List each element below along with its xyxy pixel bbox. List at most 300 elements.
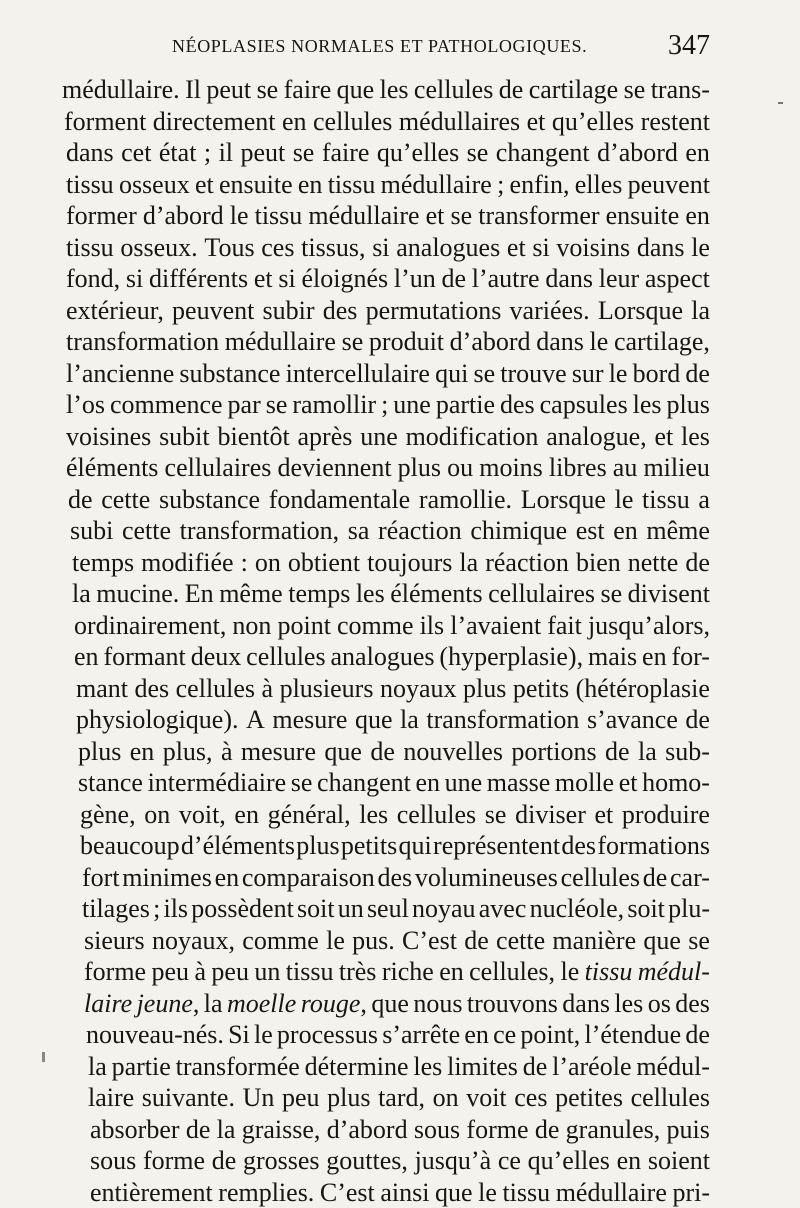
word: s’avance (587, 704, 678, 735)
word: éléments (66, 452, 158, 483)
word: et (426, 200, 445, 231)
word: des (134, 673, 169, 704)
word: cellulaires (165, 452, 272, 483)
word: plus, (163, 736, 213, 767)
word: représentent (433, 830, 560, 861)
word: nouvelles (403, 736, 503, 767)
word: d’abord (450, 326, 531, 357)
word: partie (112, 1051, 171, 1082)
word: voisins (556, 232, 630, 263)
page-number: 347 (668, 30, 710, 62)
word: gouttes, (326, 1145, 408, 1176)
text-line (72, 578, 710, 610)
word: les (359, 799, 388, 830)
word: et (527, 106, 546, 137)
word: elles (575, 169, 623, 200)
word: de (605, 736, 630, 767)
word: le (691, 232, 710, 263)
word: moelle (227, 988, 296, 1019)
text-line (72, 547, 710, 579)
word: osseux. (120, 232, 197, 263)
word: tissu (642, 484, 690, 515)
word: cellulaires (488, 578, 595, 609)
word: petits (513, 673, 569, 704)
word: d’abord (143, 200, 224, 231)
word: remplies. (218, 1177, 314, 1208)
word: analogues (331, 641, 435, 672)
word: de (212, 1145, 237, 1176)
word: sub- (665, 736, 710, 767)
word: cellules (313, 106, 392, 137)
word: voisines (66, 421, 151, 452)
word: Un (243, 1082, 275, 1113)
word: et (254, 263, 273, 294)
word: temps (288, 578, 350, 609)
word: l’os (66, 389, 105, 420)
word: diviser (515, 799, 586, 830)
word: il (219, 137, 233, 168)
word: ou (447, 452, 473, 483)
word: Tous (204, 232, 254, 263)
word: modification (406, 421, 539, 452)
word: pri- (672, 1177, 710, 1208)
word: chimique (470, 515, 567, 546)
word: ; (381, 389, 388, 420)
word: la (204, 988, 223, 1019)
word: de (685, 704, 710, 735)
word: la (88, 1051, 107, 1082)
word: bord (633, 358, 681, 389)
text-line (66, 200, 710, 232)
word: à (221, 736, 233, 767)
word: ; (153, 893, 160, 924)
text-line (84, 925, 710, 957)
word: se (467, 137, 489, 168)
text-line (84, 956, 710, 988)
word: tard, (378, 1082, 425, 1113)
word: ils (163, 893, 188, 924)
word: plus (296, 830, 339, 861)
word: par (228, 389, 261, 420)
word: nette (628, 547, 679, 578)
word: comparaison (242, 862, 375, 893)
running-head (60, 36, 710, 68)
word: la (638, 736, 657, 767)
word: subit (159, 421, 210, 452)
word: est (576, 515, 605, 546)
word: médullaire. (62, 74, 180, 105)
margin-mark (42, 1052, 45, 1062)
word: que (337, 74, 375, 105)
word: possèdent (191, 893, 294, 924)
word: Si (228, 1019, 250, 1050)
word: Il (185, 74, 201, 105)
word: analogues (396, 232, 500, 263)
word: à (262, 673, 274, 704)
word: la (217, 1114, 236, 1145)
word: A (246, 704, 265, 735)
word: si (532, 232, 549, 263)
word: et (654, 421, 673, 452)
word: seul (367, 893, 409, 924)
word: l’un (394, 263, 436, 294)
word: beaucoup (80, 830, 180, 861)
word: trans- (651, 74, 710, 105)
word: ordinairement, (74, 610, 226, 641)
word: dans (637, 232, 685, 263)
word: l’avaient (450, 610, 541, 641)
word: Lorsque (598, 295, 683, 326)
word: intercellulaire (286, 358, 430, 389)
text-line (78, 767, 710, 799)
word: ensuite (219, 169, 293, 200)
word: sous (414, 1114, 460, 1145)
word: en (282, 106, 307, 137)
word: tissu (286, 956, 334, 987)
word: en (415, 767, 440, 798)
word: ; (497, 169, 504, 200)
word: détermine (305, 1051, 409, 1082)
word: laire (88, 1082, 134, 1113)
word: sieurs (84, 925, 145, 956)
word: peu (211, 956, 249, 987)
word: se (600, 578, 622, 609)
word: de (68, 484, 93, 515)
text-line (66, 295, 710, 327)
word: médul- (638, 956, 710, 987)
word: soit (627, 893, 665, 924)
word: qu’elles (377, 137, 459, 168)
word: petites (555, 1082, 623, 1113)
text-line (66, 169, 710, 201)
word: le (326, 925, 345, 956)
text-line (84, 988, 710, 1020)
word: tissu (328, 169, 376, 200)
word: en (464, 1019, 489, 1050)
word: riche (382, 956, 434, 987)
word: point, (520, 1019, 580, 1050)
word: se (342, 326, 364, 357)
word: en (617, 1145, 642, 1176)
word: graisse, (242, 1114, 321, 1145)
word: fort (82, 862, 120, 893)
word: C’est (402, 925, 457, 956)
word: les (681, 421, 710, 452)
word: que (371, 988, 409, 1019)
word: de (370, 736, 395, 767)
word: en (74, 641, 99, 672)
word: d’éléments (181, 830, 295, 861)
word: de (499, 74, 524, 105)
word: leur (599, 263, 639, 294)
word: de (685, 1019, 710, 1050)
word: (hyperplasie), (439, 641, 583, 672)
word: en (298, 169, 323, 200)
running-title: NÉOPLASIES NORMALES ET PATHOLOGIQUES. (172, 36, 587, 57)
word: cellules (414, 74, 493, 105)
text-line (76, 704, 710, 736)
word: cette (122, 515, 171, 546)
word: se (473, 358, 495, 389)
word: qui (399, 830, 432, 861)
word: la (400, 704, 419, 735)
word: Lorsque (521, 484, 606, 515)
word: deux (191, 641, 242, 672)
word: permutations (366, 295, 502, 326)
margin-mark (778, 102, 783, 104)
word: mesure (241, 736, 316, 767)
word: cellules, (469, 956, 555, 987)
word: de (685, 547, 710, 578)
word: des (675, 988, 710, 1019)
word: peuvent (172, 295, 254, 326)
word: fond, (66, 263, 120, 294)
word: un (338, 893, 364, 924)
word: se (450, 200, 472, 231)
word: plus (667, 389, 710, 420)
word: transformée (176, 1051, 300, 1082)
word: se (624, 74, 646, 105)
word: se (485, 799, 507, 830)
word: capsules (540, 389, 628, 420)
word: aspect (645, 263, 710, 294)
word: voit, (179, 799, 226, 830)
word: laire (84, 988, 132, 1019)
word: en (130, 736, 155, 767)
body-text (60, 74, 710, 1208)
word: comme (242, 925, 319, 956)
word: des (377, 862, 412, 893)
word: intermédiaire (148, 767, 287, 798)
word: se (688, 925, 710, 956)
word: les (633, 389, 662, 420)
word: tissus, (301, 232, 365, 263)
word: petits (341, 830, 397, 861)
word: noyaux (380, 673, 457, 704)
word: peu (282, 1082, 320, 1113)
word: le (230, 200, 249, 231)
word: tissu (255, 200, 303, 231)
word: le (615, 484, 634, 515)
word: l’aréole (552, 1051, 631, 1082)
word: nucléole, (530, 893, 625, 924)
word: dans (536, 326, 584, 357)
word: de (643, 862, 668, 893)
word: modifiée (141, 547, 233, 578)
word: changent (317, 767, 411, 798)
text-line (86, 1019, 710, 1051)
text-line (66, 389, 710, 421)
word: physiologique). (76, 704, 239, 735)
text-line (70, 515, 710, 547)
word: qui (435, 358, 468, 389)
word: la (459, 547, 478, 578)
word: cellules (246, 641, 325, 672)
word: toujours (367, 547, 452, 578)
word: plusieurs (280, 673, 374, 704)
word: même (219, 578, 283, 609)
word: changent (496, 137, 590, 168)
word: faire (284, 74, 332, 105)
word: bien (576, 547, 621, 578)
word: on (255, 547, 281, 578)
word: libres (549, 452, 607, 483)
word: moins (479, 452, 543, 483)
word: gène, (80, 799, 136, 830)
word: le (254, 1019, 273, 1050)
word: granules, (566, 1114, 661, 1145)
word: des (500, 389, 535, 420)
word: forment (64, 106, 146, 137)
word: ramollie. (419, 484, 512, 515)
text-line (90, 1114, 710, 1146)
word: une (360, 421, 398, 452)
word: plus (398, 452, 441, 483)
word: en (439, 956, 464, 987)
text-line (64, 106, 710, 138)
word: cette (101, 484, 150, 515)
word: cartilage, (614, 326, 710, 357)
word: ce (493, 1019, 516, 1050)
word: forme (143, 1145, 205, 1176)
word: à (194, 956, 206, 987)
word: le (590, 326, 609, 357)
word: soient (648, 1145, 710, 1176)
word: limites (447, 1051, 518, 1082)
text-line (66, 452, 710, 484)
word: ils (420, 610, 445, 641)
word: médul- (636, 1051, 710, 1082)
word: se (257, 74, 279, 105)
word: portions (511, 736, 596, 767)
word: la (72, 578, 91, 609)
word: trouve (500, 358, 566, 389)
word: produire (622, 799, 710, 830)
word: processus (277, 1019, 378, 1050)
word: que (355, 704, 393, 735)
word: se (291, 767, 313, 798)
word: et (619, 767, 638, 798)
word: de (535, 1114, 560, 1145)
word: d’abord (597, 137, 678, 168)
text-line (82, 862, 710, 894)
word: absorber (90, 1114, 180, 1145)
word: for- (672, 641, 710, 672)
word: cellules (561, 862, 640, 893)
word: on (144, 799, 170, 830)
word: de (186, 1114, 211, 1145)
word: manière (552, 925, 636, 956)
word: volumineuses (415, 862, 558, 893)
word: médullaire (381, 169, 492, 200)
word: jeune, (137, 988, 200, 1019)
word: l’étendue (584, 1019, 681, 1050)
word: la (691, 295, 710, 326)
word: milieu (643, 452, 709, 483)
word: en (642, 641, 667, 672)
word: non (232, 610, 271, 641)
text-line (74, 641, 710, 673)
word: cette (496, 925, 545, 956)
word: après (298, 421, 353, 452)
word: soit (297, 893, 335, 924)
word: stance (78, 767, 143, 798)
word: peu (152, 956, 190, 987)
word: même (646, 515, 710, 546)
word: entièrement (90, 1177, 213, 1208)
word: a (698, 484, 710, 515)
word: fait (547, 610, 582, 641)
word: de (523, 1051, 548, 1082)
word: au (613, 452, 638, 483)
text-line (88, 1082, 710, 1114)
word: extérieur, (66, 295, 164, 326)
word: différents (149, 263, 248, 294)
word: état (159, 137, 197, 168)
word: réaction (378, 515, 462, 546)
word: des (561, 830, 596, 861)
word: jusqu’à (415, 1145, 492, 1176)
word: sa (348, 515, 370, 546)
word: substance (159, 484, 260, 515)
word: noyau (412, 893, 476, 924)
word: de (464, 925, 489, 956)
word: tissu (66, 232, 114, 263)
word: l’ancienne (66, 358, 174, 389)
word: masse (487, 767, 551, 798)
word: les (614, 988, 643, 1019)
text-line (80, 830, 710, 862)
word: dans (66, 137, 114, 168)
word: général, (268, 799, 351, 830)
word: mais (588, 641, 637, 672)
word: analogue, (546, 421, 646, 452)
word: fondamentale (269, 484, 411, 515)
word: on (433, 1082, 459, 1113)
word: directement (153, 106, 276, 137)
word: et (195, 169, 214, 200)
word: produit (369, 326, 444, 357)
word: cellules (176, 673, 255, 704)
word: médullaire (556, 1177, 667, 1208)
word: plus (78, 736, 121, 767)
word: médullaires (399, 106, 520, 137)
word: mant (76, 673, 128, 704)
word: car- (670, 862, 710, 893)
word: que (643, 925, 681, 956)
word: enfin, (510, 169, 570, 200)
word: former (66, 200, 137, 231)
word: de (685, 358, 710, 389)
word: réaction (485, 547, 569, 578)
word: partie (436, 389, 495, 420)
word: temps (72, 547, 134, 578)
word: rouge, (301, 988, 367, 1019)
word: transformation (426, 704, 579, 735)
word: ramollir (292, 389, 376, 420)
word: ainsi (380, 1177, 429, 1208)
word: dans (545, 263, 593, 294)
word: cellules (397, 799, 476, 830)
word: divisent (628, 578, 710, 609)
word: tissu (502, 1177, 550, 1208)
text-line (90, 1145, 710, 1177)
word: en (234, 799, 259, 830)
word: plu- (668, 893, 710, 924)
word: grosses (243, 1145, 320, 1176)
word: C’est (320, 1177, 375, 1208)
word: molle (555, 767, 614, 798)
